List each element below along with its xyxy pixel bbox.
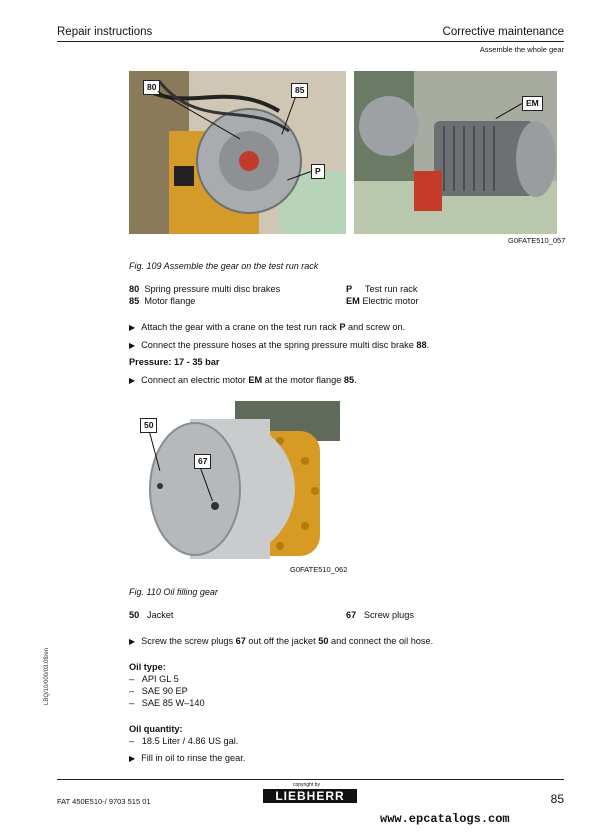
legend-label: Spring pressure multi disc brakes: [144, 284, 281, 294]
step-connect-hoses: ▶ Connect the pressure hoses at the spring pressure multi disc brake 88.: [129, 340, 430, 350]
watermark-site: www.epcatalogs.com: [380, 812, 510, 826]
page-number: 85: [550, 792, 564, 806]
callout-85: 85: [291, 83, 308, 98]
fig109-photo-left: [129, 71, 346, 234]
legend-label: Jacket: [146, 610, 174, 620]
callout-80: 80: [143, 80, 160, 95]
fig110-caption: Fig. 110 Oil filling gear: [129, 587, 218, 597]
fig110-photo: [140, 401, 340, 561]
footer-copyright: copyright by: [293, 782, 320, 788]
header-sub: Assemble the whole gear: [479, 45, 564, 54]
triangle-right-icon: ▶: [129, 637, 136, 646]
callout-50: 50: [140, 418, 157, 433]
legend-num: 50: [129, 610, 140, 620]
fig110-ref: G0FATE510_062: [290, 565, 348, 574]
callout-p: P: [311, 164, 325, 179]
dash-icon: –: [129, 736, 135, 746]
callout-em: EM: [522, 96, 543, 111]
oil-type-item: – API GL 5: [129, 674, 179, 684]
oil-type-item: – SAE 85 W–140: [129, 698, 205, 708]
fig109-caption: Fig. 109 Assemble the gear on the test run rack: [129, 261, 319, 271]
dash-icon: –: [129, 686, 135, 696]
oil-type-item: – SAE 90 EP: [129, 686, 188, 696]
liebherr-logo: LIEBHERR: [263, 789, 357, 803]
header-rule: [57, 41, 564, 42]
legend-item-80: [129, 283, 280, 295]
triangle-right-icon: ▶: [129, 341, 136, 350]
footer-rule: [57, 779, 564, 780]
legend-num: EM: [346, 296, 360, 306]
fig109-ref: G0FATE510_057: [508, 236, 566, 245]
oil-qty-title: Oil quantity:: [129, 724, 183, 734]
oil-qty-item: – 18.5 Liter / 4.86 US gal.: [129, 736, 239, 746]
step-attach-gear: ▶ Attach the gear with a crane on the test run rack P and screw on.: [129, 322, 406, 332]
triangle-right-icon: ▶: [129, 754, 136, 763]
pressure-spec: Pressure: 17 - 35 bar: [129, 357, 220, 367]
oil-type-title: Oil type:: [129, 662, 166, 672]
triangle-right-icon: ▶: [129, 376, 136, 385]
legend-item-50: [129, 609, 173, 621]
legend-label: Electric motor: [362, 296, 419, 306]
step-fill-oil: ▶ Fill in oil to rinse the gear.: [129, 753, 246, 763]
legend-item-em: [346, 295, 419, 307]
legend-num: 67: [346, 610, 357, 620]
callout-67: 67: [194, 454, 211, 469]
dash-icon: –: [129, 698, 135, 708]
legend-num: 85: [129, 296, 140, 306]
legend-num: P: [346, 284, 353, 294]
legend-item-85: [129, 295, 195, 307]
legend-num: 80: [129, 284, 140, 294]
footer-doc-number: FAT 450E510-/ 9703 515 01: [57, 797, 151, 806]
step-connect-motor: ▶ Connect an electric motor EM at the motor flange 85.: [129, 375, 357, 385]
step-screw-plugs: ▶ Screw the screw plugs 67 out off the jacket 50 and connect the oil hose.: [129, 636, 434, 646]
dash-icon: –: [129, 674, 135, 684]
legend-label: Motor flange: [144, 296, 196, 306]
legend-label: Test run rack: [364, 284, 418, 294]
side-code: LBQ/10/000/03.08/en: [44, 647, 50, 705]
header-right: Corrective maintenance: [442, 26, 564, 38]
header-left: Repair instructions: [57, 26, 153, 38]
legend-label: Screw plugs: [363, 610, 414, 620]
legend-item-p: [346, 283, 418, 295]
triangle-right-icon: ▶: [129, 323, 136, 332]
legend-item-67: [346, 609, 414, 621]
